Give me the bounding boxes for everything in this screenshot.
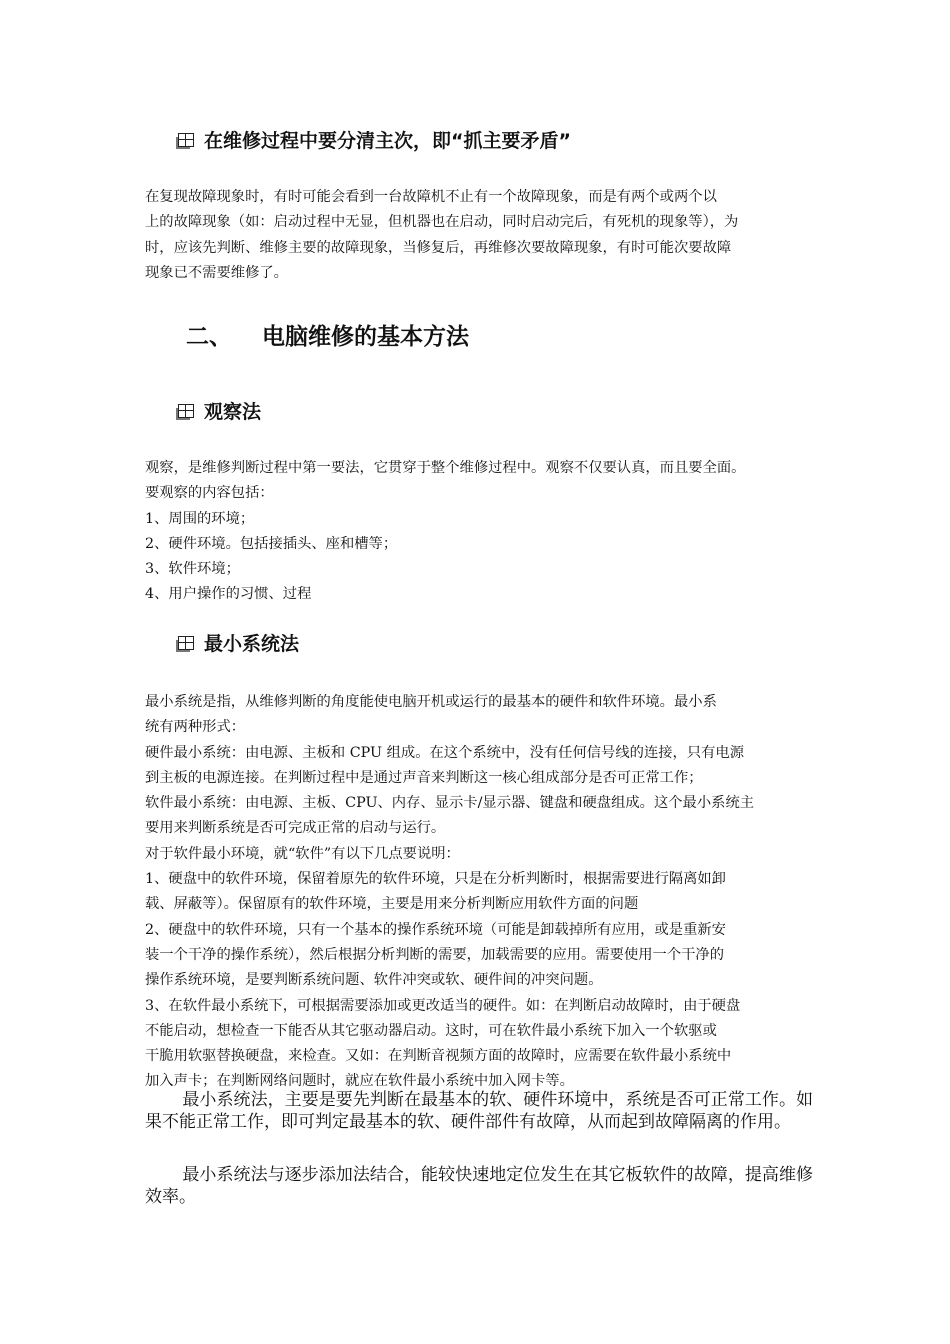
chapter-heading bbox=[186, 318, 469, 351]
text-line: 2、硬盘中的软件环境，只有一个基本的操作系统环境（可能是卸载掉所有应用，或是重新安 bbox=[145, 921, 726, 938]
text-line: 上的故障现象（如：启动过程中无显，但机器也在启动，同时启动完后，有死机的现象等），为 bbox=[145, 214, 739, 231]
section-heading-minsys bbox=[178, 629, 299, 656]
text-line: 3、软件环境； bbox=[145, 561, 240, 578]
chapter-title: 电脑维修的基本方法 bbox=[262, 324, 470, 350]
text-line: 操作系统环境，是要判断系统问题、软件冲突或软、硬件间的冲突问题。 bbox=[145, 972, 603, 989]
text-line: 不能启动，想检查一下能否从其它驱动器启动。这时，可在软件最小系统下加入一个软驱或 bbox=[145, 1022, 717, 1039]
text-line: 对于软件最小环境，就“软件”有以下几点要说明： bbox=[145, 845, 460, 862]
text-line: 统有两种形式： bbox=[145, 719, 246, 736]
text-line: 最小系统是指，从维修判断的角度能使电脑开机或运行的最基本的硬件和软件环境。最小系 bbox=[145, 694, 717, 710]
text-line: 观察，是维修判断过程中第一要法，它贯穿于整个维修过程中。观察不仅要认真，而且要全面。 bbox=[145, 460, 746, 476]
section-heading-text: 在维修过程中要分清主次，即“抓主要矛盾” bbox=[204, 130, 571, 152]
text-line: 硬件最小系统：由电源、主板和 CPU 组成。在这个系统中，没有任何信号线的连接，只有电源 bbox=[145, 744, 745, 761]
text-line: 装一个干净的操作系统），然后根据分析判断的需要，加载需要的应用。需要使用一个干净的 bbox=[145, 946, 725, 963]
section-heading-text: 观察法 bbox=[204, 401, 262, 423]
section-heading-observe bbox=[178, 397, 261, 424]
summary-paragraph-2: 最小系统法与逐步添加法结合，能较快速地定位发生在其它板软件的故障，提高维修效率。 bbox=[145, 1165, 813, 1207]
paragraph-minsys bbox=[145, 690, 813, 1095]
text-line: 到主板的电源连接。在判断过程中是通过声音来判断这一核心组成部分是否可正常工作； bbox=[145, 769, 703, 786]
text-line: 干脆用软驱替换硬盘，来检查。又如：在判断音视频方面的故障时，应需要在软件最小系统中 bbox=[145, 1048, 732, 1065]
text-line: 在复现故障现象时，有时可能会看到一台故障机不止有一个故障现象，而是有两个或两个以 bbox=[145, 189, 717, 205]
summary-paragraph-1: 最小系统法，主要是要先判断在最基本的软、硬件环境中，系统是否可正常工作。如果不能正常工作，即可判定最基本的软、硬件部件有故障，从而起到故障隔离的作用。 bbox=[145, 1090, 813, 1132]
section-heading-priority bbox=[178, 126, 571, 153]
section-heading-text: 最小系统法 bbox=[204, 633, 300, 655]
text-line: 2、硬件环境。包括接插头、座和槽等； bbox=[145, 535, 398, 552]
text-line: 加入声卡；在判断网络问题时，就应在软件最小系统中加入网卡等。 bbox=[145, 1073, 574, 1090]
text-line: 现象已不需要维修了。 bbox=[145, 264, 288, 281]
paragraph-priority bbox=[145, 185, 813, 286]
text-line: 3、在软件最小系统下，可根据需要添加或更改适当的硬件。如：在判断启动故障时，由于硬盘 bbox=[145, 997, 741, 1014]
text-line: 时，应该先判断、维修主要的故障现象，当修复后，再维修次要故障现象，有时可能次要故障 bbox=[145, 239, 732, 256]
text-line: 4、用户操作的习惯、过程 bbox=[145, 586, 312, 603]
text-line: 载、屏蔽等）。保留原有的软件环境，主要是用来分析判断应用软件方面的问题 bbox=[145, 896, 639, 913]
chapter-number: 二、 bbox=[186, 324, 232, 350]
text-line: 软件最小系统：由电源、主板、CPU、内存、显示卡/显示器、键盘和硬盘组成。这个最小系统主 bbox=[145, 795, 755, 812]
bullet-icon bbox=[178, 404, 194, 418]
text-line: 1、硬盘中的软件环境，保留着原先的软件环境，只是在分析判断时，根据需要进行隔离如卸 bbox=[145, 871, 726, 888]
text-line: 要观察的内容包括： bbox=[145, 485, 274, 502]
paragraph-observe bbox=[145, 456, 813, 608]
bullet-icon bbox=[178, 636, 194, 650]
text-line: 1、周围的环境； bbox=[145, 510, 255, 527]
text-line: 要用来判断系统是否可完成正常的启动与运行。 bbox=[145, 820, 446, 837]
bullet-icon bbox=[178, 133, 194, 147]
